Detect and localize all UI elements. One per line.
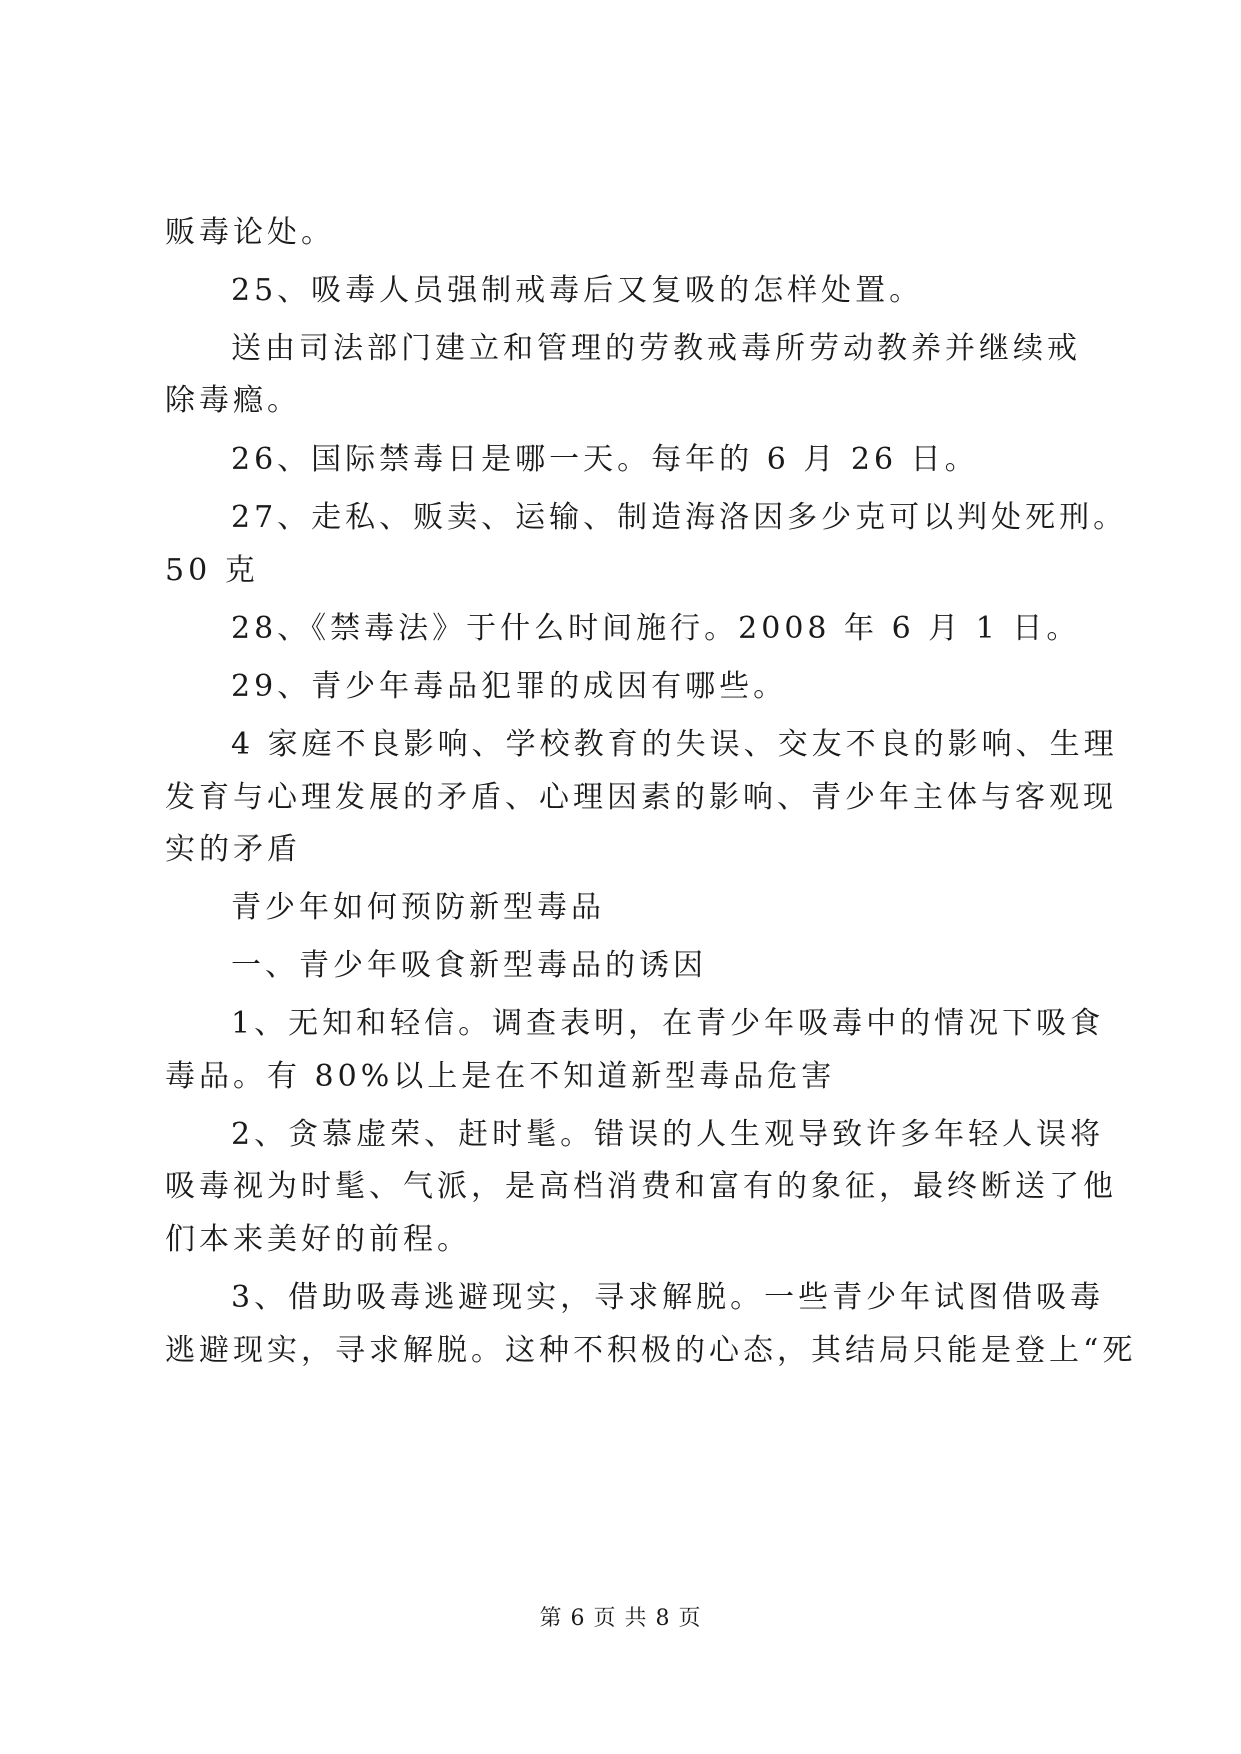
point-2-line-2: 吸毒视为时髦、气派，是高档消费和富有的象征，最终断送了他: [165, 1169, 1117, 1204]
point-1-line-1: 1、无知和轻信。调查表明，在青少年吸毒中的情况下吸食: [231, 1006, 1105, 1041]
point-1-line-2: 毒品。有 80%以上是在不知道新型毒品危害: [165, 1059, 836, 1094]
question-27: 27、走私、贩卖、运输、制造海洛因多少克可以判处死刑。: [231, 500, 1128, 535]
section-heading-1: 一、青少年吸食新型毒品的诱因: [231, 948, 707, 983]
question-29: 29、青少年毒品犯罪的成因有哪些。: [231, 669, 788, 704]
point-2-line-1: 2、贪慕虚荣、赶时髦。错误的人生观导致许多年轻人误将: [231, 1117, 1105, 1152]
point-2-line-3: 们本来美好的前程。: [165, 1222, 471, 1257]
section-title: 青少年如何预防新型毒品: [231, 890, 605, 925]
question-28: 28、《禁毒法》于什么时间施行。2008 年 6 月 1 日。: [231, 611, 1081, 646]
text-line: 贩毒论处。: [165, 215, 335, 250]
page-number-footer: 第 6 页 共 8 页: [539, 1606, 702, 1631]
question-25: 25、吸毒人员强制戒毒后又复吸的怎样处置。: [231, 273, 924, 308]
answer-25-line-2: 除毒瘾。: [165, 383, 301, 418]
question-26: 26、国际禁毒日是哪一天。每年的 6 月 26 日。: [231, 442, 979, 477]
answer-29-line-1: 4 家庭不良影响、学校教育的失误、交友不良的影响、生理: [231, 727, 1118, 762]
answer-29-line-2: 发育与心理发展的矛盾、心理因素的影响、青少年主体与客观现: [165, 780, 1117, 815]
answer-25-line-1: 送由司法部门建立和管理的劳教戒毒所劳动教养并继续戒: [231, 331, 1081, 366]
answer-29-line-3: 实的矛盾: [165, 832, 301, 867]
point-3-line-2: 逃避现实，寻求解脱。这种不积极的心态，其结局只能是登上“死: [165, 1333, 1137, 1368]
answer-27: 50 克: [165, 553, 259, 588]
point-3-line-1: 3、借助吸毒逃避现实，寻求解脱。一些青少年试图借吸毒: [231, 1280, 1105, 1315]
